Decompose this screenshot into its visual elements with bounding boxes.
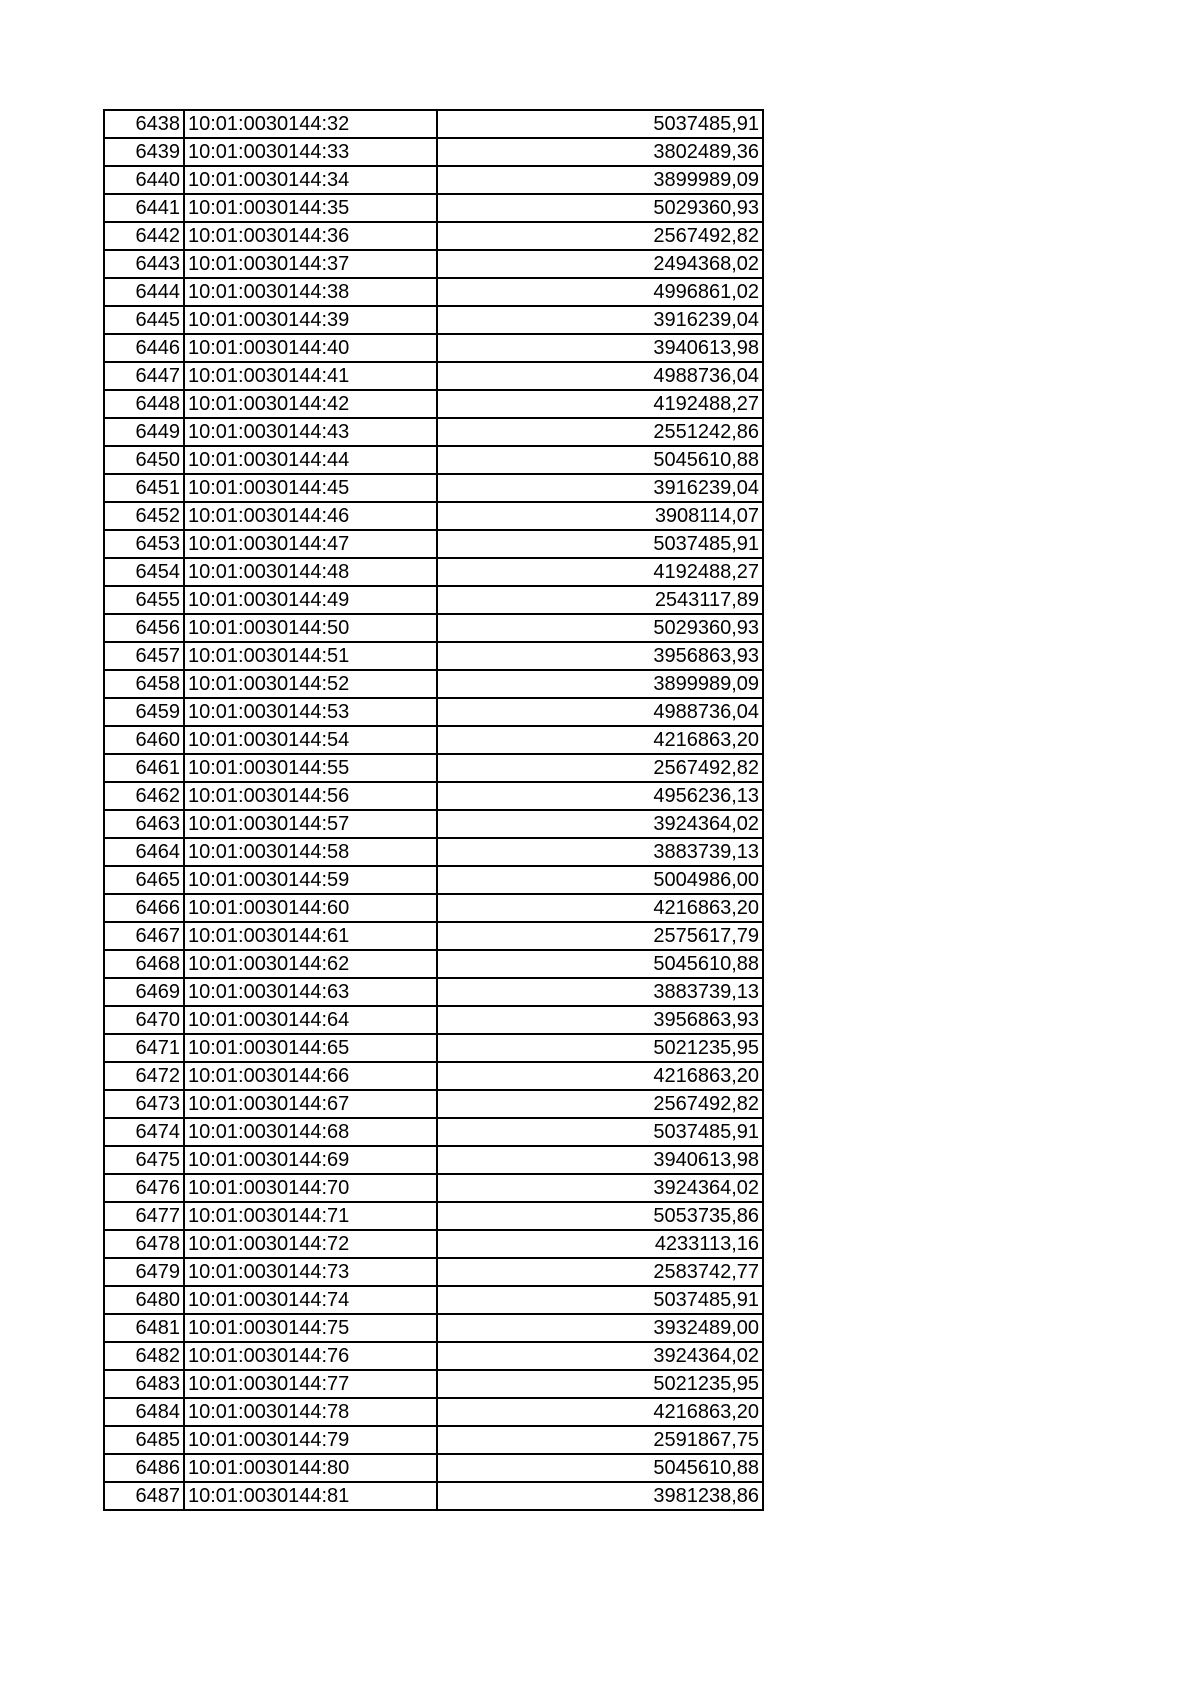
value-cell: 3940613,98 [437,1146,763,1174]
cadastral-number-cell: 10:01:0030144:41 [184,362,437,390]
table-row [104,1454,763,1482]
cadastral-number-cell: 10:01:0030144:37 [184,250,437,278]
cadastral-number-cell: 10:01:0030144:33 [184,138,437,166]
table-row [104,1370,763,1398]
row-number-cell: 6470 [104,1006,184,1034]
row-number-cell: 6467 [104,922,184,950]
value-cell: 2567492,82 [437,754,763,782]
row-number-cell: 6458 [104,670,184,698]
value-cell: 3916239,04 [437,306,763,334]
cadastral-number-cell: 10:01:0030144:75 [184,1314,437,1342]
value-cell: 5037485,91 [437,530,763,558]
cadastral-number-cell: 10:01:0030144:78 [184,1398,437,1426]
row-number-cell: 6459 [104,698,184,726]
row-number-cell: 6468 [104,950,184,978]
row-number-cell: 6474 [104,1118,184,1146]
table-row [104,1034,763,1062]
cadastral-number-cell: 10:01:0030144:56 [184,782,437,810]
row-number-cell: 6462 [104,782,184,810]
row-number-cell: 6479 [104,1258,184,1286]
row-number-cell: 6451 [104,474,184,502]
value-cell: 2494368,02 [437,250,763,278]
row-number-cell: 6439 [104,138,184,166]
cadastral-number-cell: 10:01:0030144:35 [184,194,437,222]
table-row [104,1286,763,1314]
value-cell: 3956863,93 [437,642,763,670]
table-row [104,1118,763,1146]
table-body [104,110,763,1510]
table-row [104,446,763,474]
cadastral-number-cell: 10:01:0030144:46 [184,502,437,530]
cadastral-number-cell: 10:01:0030144:34 [184,166,437,194]
table-row [104,306,763,334]
row-number-cell: 6454 [104,558,184,586]
value-cell: 5045610,88 [437,446,763,474]
value-cell: 5053735,86 [437,1202,763,1230]
row-number-cell: 6487 [104,1482,184,1510]
table-row [104,1006,763,1034]
value-cell: 4216863,20 [437,1062,763,1090]
cadastral-number-cell: 10:01:0030144:55 [184,754,437,782]
row-number-cell: 6438 [104,110,184,138]
row-number-cell: 6469 [104,978,184,1006]
table-row [104,642,763,670]
row-number-cell: 6463 [104,810,184,838]
value-cell: 2591867,75 [437,1426,763,1454]
value-cell: 3883739,13 [437,838,763,866]
value-cell: 4216863,20 [437,1398,763,1426]
row-number-cell: 6480 [104,1286,184,1314]
value-cell: 2551242,86 [437,418,763,446]
cadastral-number-cell: 10:01:0030144:54 [184,726,437,754]
cadastral-number-cell: 10:01:0030144:68 [184,1118,437,1146]
value-cell: 2583742,77 [437,1258,763,1286]
row-number-cell: 6457 [104,642,184,670]
row-number-cell: 6444 [104,278,184,306]
cadastral-number-cell: 10:01:0030144:63 [184,978,437,1006]
cadastral-number-cell: 10:01:0030144:59 [184,866,437,894]
cadastral-number-cell: 10:01:0030144:62 [184,950,437,978]
value-cell: 3924364,02 [437,810,763,838]
table-row [104,698,763,726]
table-row [104,418,763,446]
row-number-cell: 6449 [104,418,184,446]
table-row [104,194,763,222]
row-number-cell: 6478 [104,1230,184,1258]
cadastral-number-cell: 10:01:0030144:69 [184,1146,437,1174]
table-row [104,110,763,138]
cadastral-number-cell: 10:01:0030144:42 [184,390,437,418]
row-number-cell: 6482 [104,1342,184,1370]
value-cell: 4192488,27 [437,390,763,418]
cadastral-number-cell: 10:01:0030144:51 [184,642,437,670]
cadastral-number-cell: 10:01:0030144:38 [184,278,437,306]
value-cell: 5037485,91 [437,1286,763,1314]
value-cell: 4988736,04 [437,698,763,726]
cadastral-number-cell: 10:01:0030144:40 [184,334,437,362]
row-number-cell: 6486 [104,1454,184,1482]
value-cell: 2575617,79 [437,922,763,950]
cadastral-number-cell: 10:01:0030144:73 [184,1258,437,1286]
value-cell: 3916239,04 [437,474,763,502]
cadastral-number-cell: 10:01:0030144:79 [184,1426,437,1454]
row-number-cell: 6477 [104,1202,184,1230]
row-number-cell: 6461 [104,754,184,782]
cadastral-number-cell: 10:01:0030144:50 [184,614,437,642]
row-number-cell: 6450 [104,446,184,474]
table-row [104,810,763,838]
table-row [104,1314,763,1342]
table-row [104,950,763,978]
value-cell: 5045610,88 [437,950,763,978]
cadastral-number-cell: 10:01:0030144:70 [184,1174,437,1202]
cadastral-number-cell: 10:01:0030144:39 [184,306,437,334]
row-number-cell: 6460 [104,726,184,754]
table-row [104,782,763,810]
row-number-cell: 6473 [104,1090,184,1118]
value-cell: 3956863,93 [437,1006,763,1034]
value-cell: 3940613,98 [437,334,763,362]
cadastral-number-cell: 10:01:0030144:71 [184,1202,437,1230]
row-number-cell: 6441 [104,194,184,222]
table-row [104,866,763,894]
table-row [104,278,763,306]
table-row [104,390,763,418]
row-number-cell: 6455 [104,586,184,614]
row-number-cell: 6472 [104,1062,184,1090]
table-row [104,1202,763,1230]
table-row [104,1398,763,1426]
cadastral-number-cell: 10:01:0030144:36 [184,222,437,250]
table-row [104,754,763,782]
value-cell: 5029360,93 [437,614,763,642]
table-row [104,474,763,502]
table-row [104,670,763,698]
row-number-cell: 6464 [104,838,184,866]
table-row [104,1426,763,1454]
row-number-cell: 6447 [104,362,184,390]
row-number-cell: 6484 [104,1398,184,1426]
row-number-cell: 6440 [104,166,184,194]
table-row [104,1482,763,1510]
table-row [104,362,763,390]
cadastral-number-cell: 10:01:0030144:47 [184,530,437,558]
table-row [104,1146,763,1174]
value-cell: 5004986,00 [437,866,763,894]
cadastral-number-cell: 10:01:0030144:65 [184,1034,437,1062]
cadastral-number-cell: 10:01:0030144:52 [184,670,437,698]
row-number-cell: 6456 [104,614,184,642]
table-row [104,530,763,558]
row-number-cell: 6448 [104,390,184,418]
cadastral-number-cell: 10:01:0030144:44 [184,446,437,474]
row-number-cell: 6446 [104,334,184,362]
value-cell: 5045610,88 [437,1454,763,1482]
value-cell: 3924364,02 [437,1174,763,1202]
table-row [104,894,763,922]
table-row [104,138,763,166]
table-row [104,166,763,194]
value-cell: 4956236,13 [437,782,763,810]
table-row [104,614,763,642]
value-cell: 2543117,89 [437,586,763,614]
table-row [104,222,763,250]
table-row [104,1342,763,1370]
value-cell: 2567492,82 [437,1090,763,1118]
value-cell: 3899989,09 [437,670,763,698]
table-row [104,726,763,754]
table-row [104,586,763,614]
row-number-cell: 6481 [104,1314,184,1342]
cadastral-number-cell: 10:01:0030144:32 [184,110,437,138]
row-number-cell: 6485 [104,1426,184,1454]
value-cell: 4192488,27 [437,558,763,586]
row-number-cell: 6483 [104,1370,184,1398]
cadastral-number-cell: 10:01:0030144:72 [184,1230,437,1258]
cadastral-number-cell: 10:01:0030144:77 [184,1370,437,1398]
cadastral-number-cell: 10:01:0030144:80 [184,1454,437,1482]
row-number-cell: 6443 [104,250,184,278]
value-cell: 3802489,36 [437,138,763,166]
value-cell: 4216863,20 [437,894,763,922]
value-cell: 4996861,02 [437,278,763,306]
value-cell: 5037485,91 [437,1118,763,1146]
cadastral-number-cell: 10:01:0030144:57 [184,810,437,838]
row-number-cell: 6475 [104,1146,184,1174]
table-row [104,334,763,362]
row-number-cell: 6476 [104,1174,184,1202]
value-cell: 4233113,16 [437,1230,763,1258]
cadastral-number-cell: 10:01:0030144:74 [184,1286,437,1314]
cadastral-number-cell: 10:01:0030144:45 [184,474,437,502]
cadastral-number-cell: 10:01:0030144:43 [184,418,437,446]
cadastral-number-cell: 10:01:0030144:76 [184,1342,437,1370]
cadastral-number-cell: 10:01:0030144:61 [184,922,437,950]
value-cell: 3883739,13 [437,978,763,1006]
row-number-cell: 6471 [104,1034,184,1062]
table-row [104,1062,763,1090]
cadastral-number-cell: 10:01:0030144:67 [184,1090,437,1118]
row-number-cell: 6442 [104,222,184,250]
cadastral-number-cell: 10:01:0030144:53 [184,698,437,726]
value-cell: 4216863,20 [437,726,763,754]
value-cell: 5029360,93 [437,194,763,222]
table-row [104,558,763,586]
data-table [103,109,764,1511]
table-row [104,1258,763,1286]
table-row [104,1174,763,1202]
cadastral-number-cell: 10:01:0030144:66 [184,1062,437,1090]
row-number-cell: 6453 [104,530,184,558]
row-number-cell: 6465 [104,866,184,894]
cadastral-number-cell: 10:01:0030144:48 [184,558,437,586]
table-row [104,838,763,866]
cadastral-number-cell: 10:01:0030144:81 [184,1482,437,1510]
value-cell: 3981238,86 [437,1482,763,1510]
value-cell: 5021235,95 [437,1034,763,1062]
value-cell: 5021235,95 [437,1370,763,1398]
value-cell: 3908114,07 [437,502,763,530]
value-cell: 3899989,09 [437,166,763,194]
row-number-cell: 6445 [104,306,184,334]
cadastral-number-cell: 10:01:0030144:64 [184,1006,437,1034]
value-cell: 2567492,82 [437,222,763,250]
row-number-cell: 6452 [104,502,184,530]
table-row [104,502,763,530]
value-cell: 3932489,00 [437,1314,763,1342]
table-row [104,1230,763,1258]
table-row [104,250,763,278]
value-cell: 5037485,91 [437,110,763,138]
cadastral-number-cell: 10:01:0030144:49 [184,586,437,614]
row-number-cell: 6466 [104,894,184,922]
table-row [104,978,763,1006]
value-cell: 3924364,02 [437,1342,763,1370]
value-cell: 4988736,04 [437,362,763,390]
cadastral-number-cell: 10:01:0030144:58 [184,838,437,866]
table-row [104,1090,763,1118]
table-row [104,922,763,950]
cadastral-number-cell: 10:01:0030144:60 [184,894,437,922]
